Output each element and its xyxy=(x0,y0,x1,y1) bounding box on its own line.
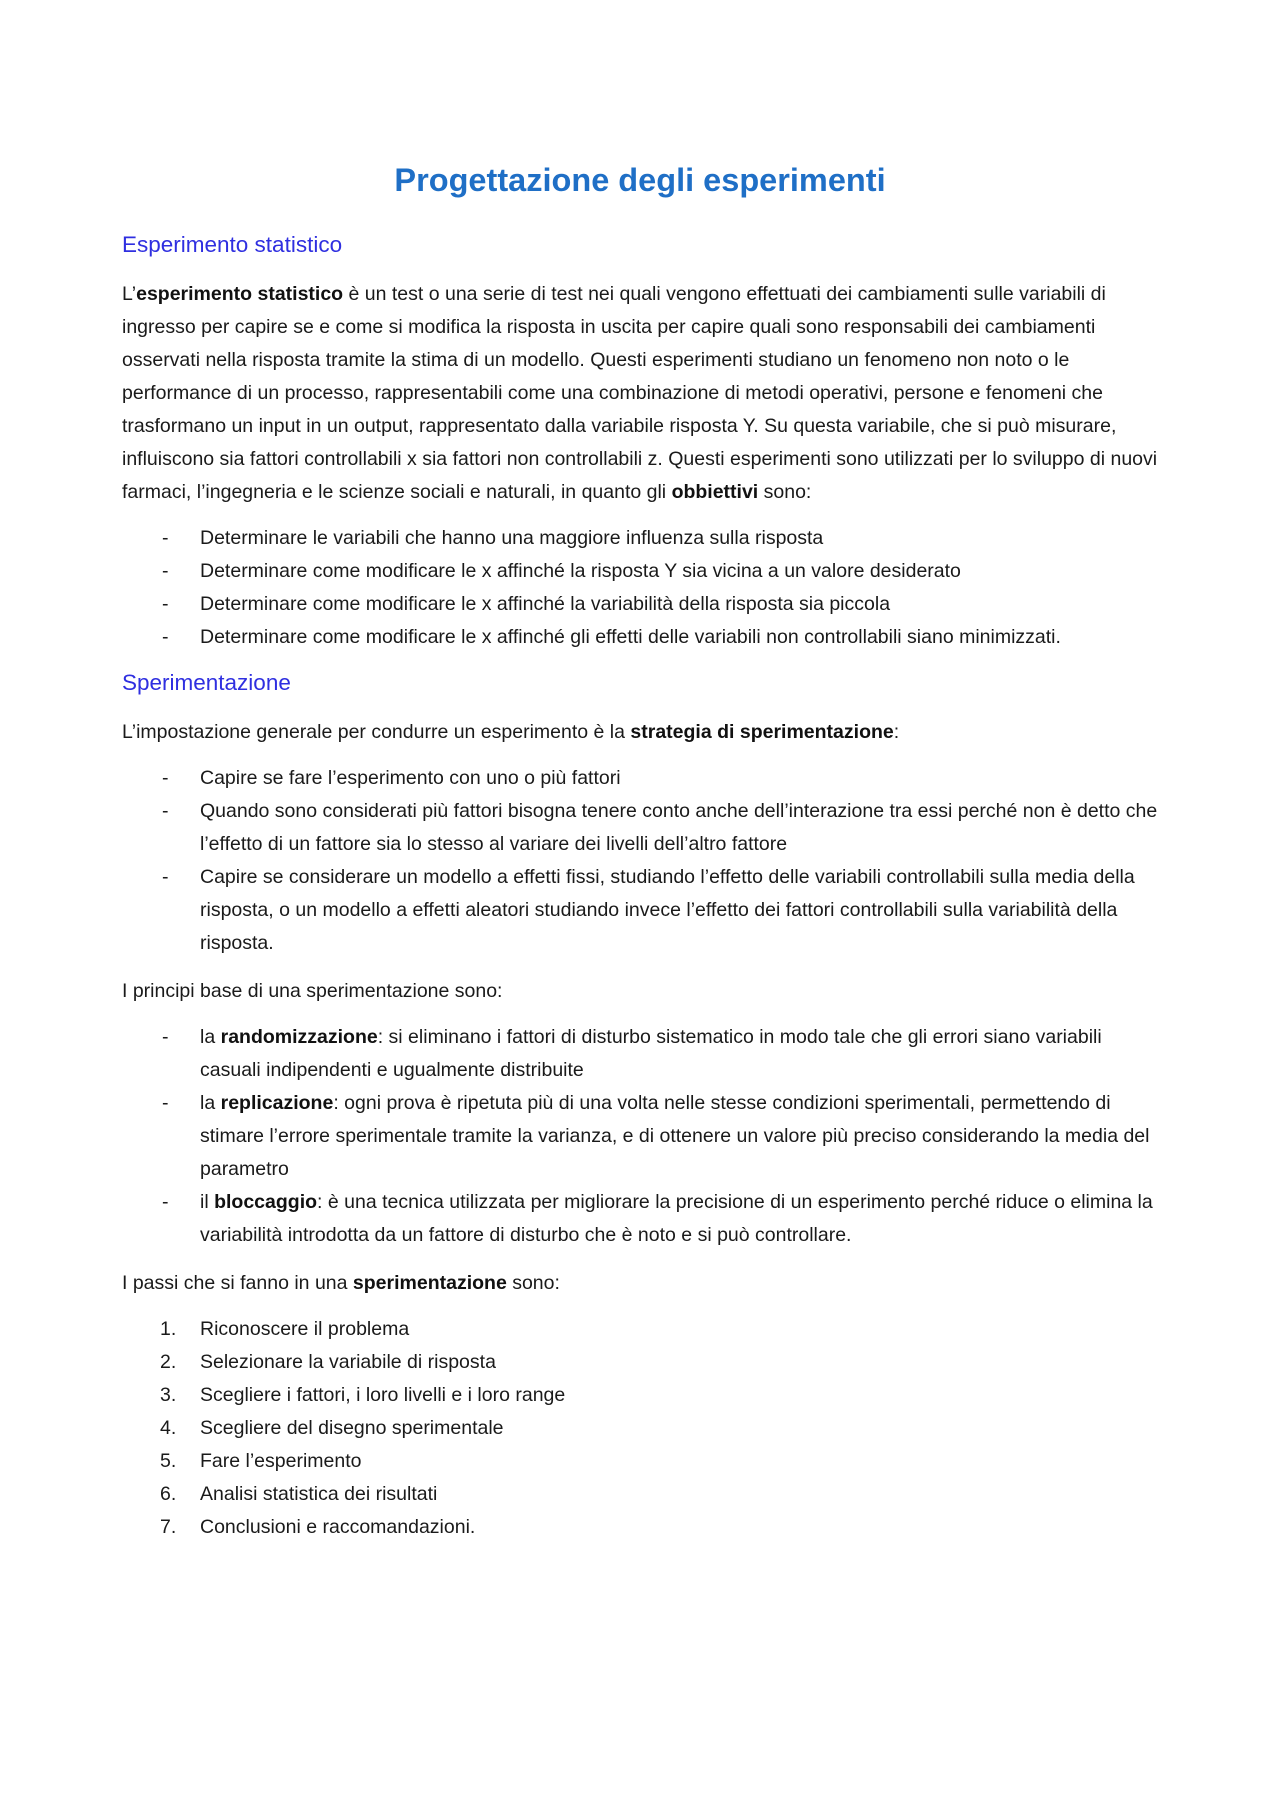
bold-term-obbiettivi: obbiettivi xyxy=(671,481,759,503)
list-number: 5. xyxy=(160,1450,177,1472)
list-item-text: Selezionare la variabile di risposta xyxy=(200,1351,496,1373)
list-item xyxy=(122,1412,1158,1445)
paragraph-principi: I principi base di una sperimentazione sono: xyxy=(122,980,503,1002)
text-run: : ogni prova è ripetuta più di una volta nelle stesse condizioni sperimentali, permettendo di stimare l’errore sperimentale tramite la varianza, e di ottenere un valore più preciso considerando la media del parametro xyxy=(200,1092,1150,1180)
list-item xyxy=(122,588,1158,621)
text-run: sono: xyxy=(758,481,812,503)
dash-bullet: - xyxy=(162,626,169,648)
list-number: 4. xyxy=(160,1417,177,1439)
list-item xyxy=(122,1511,1158,1544)
list-item xyxy=(122,1379,1158,1412)
text-run: : si eliminano i fattori di disturbo sistematico in modo tale che gli errori siano variabili casuali indipendenti e ugualmente distribuite xyxy=(200,1026,1102,1081)
list-item-text: Riconoscere il problema xyxy=(200,1318,410,1340)
dash-bullet: - xyxy=(162,767,169,789)
text-run: la xyxy=(200,1026,221,1048)
list-item-text: Capire se fare l’esperimento con uno o più fattori xyxy=(200,767,621,789)
text-run: : xyxy=(893,721,900,743)
bold-term-bloccaggio: bloccaggio xyxy=(214,1191,318,1213)
list-number: 6. xyxy=(160,1483,177,1505)
text-run: L’ xyxy=(122,283,137,305)
heading-sperimentazione: Sperimentazione xyxy=(122,670,291,695)
list-item xyxy=(122,1087,1158,1186)
paragraph-passi xyxy=(122,1267,1158,1300)
steps-list xyxy=(122,1313,1158,1544)
list-number: 7. xyxy=(160,1516,177,1538)
paragraph-esperimento-intro xyxy=(122,278,1158,509)
list-item xyxy=(122,1445,1158,1478)
dash-bullet: - xyxy=(162,1092,169,1114)
text-run: I passi che si fanno in una xyxy=(122,1272,353,1294)
bold-term-randomizzazione: randomizzazione xyxy=(220,1026,378,1048)
list-item-text: Capire se considerare un modello a effetti fissi, studiando l’effetto delle variabili controllabili sulla media della risposta, o un modello a effetti aleatori studiando invece l’effetto dei fattori controllabili sulla variabilità della risposta. xyxy=(200,866,1135,954)
list-item-text: Quando sono considerati più fattori bisogna tenere conto anche dell’interazione tra essi perché non è detto che l’effetto di un fattore sia lo stesso al variare dei livelli dell’altro fattore xyxy=(200,800,1158,855)
list-item xyxy=(122,1346,1158,1379)
list-item xyxy=(122,861,1158,960)
list-item xyxy=(122,1313,1158,1346)
list-item-text: Conclusioni e raccomandazioni. xyxy=(200,1516,476,1538)
heading-esperimento-statistico: Esperimento statistico xyxy=(122,232,343,257)
list-item-text: Determinare le variabili che hanno una maggiore influenza sulla risposta xyxy=(200,527,824,549)
bold-term-esperimento-statistico: esperimento statistico xyxy=(136,283,344,305)
list-number: 1. xyxy=(160,1318,177,1340)
bold-term-sperimentazione: sperimentazione xyxy=(352,1272,507,1294)
list-item xyxy=(122,762,1158,795)
dash-bullet: - xyxy=(162,1026,169,1048)
dash-bullet: - xyxy=(162,527,169,549)
dash-bullet: - xyxy=(162,866,169,888)
text-run: il xyxy=(200,1191,215,1213)
dash-bullet: - xyxy=(162,800,169,822)
list-item xyxy=(122,621,1158,654)
paragraph-strategia xyxy=(122,716,1158,749)
list-item xyxy=(122,522,1158,555)
text-run: : è una tecnica utilizzata per migliorare la precisione di un esperimento perché riduce o elimina la variabilità introdotta da un fattore di disturbo che è noto e si può controllare. xyxy=(200,1191,1153,1246)
list-number: 2. xyxy=(160,1351,177,1373)
list-item xyxy=(122,1186,1158,1252)
principles-list xyxy=(122,1021,1158,1252)
text-run: L’impostazione generale per condurre un esperimento è la xyxy=(122,721,631,743)
dash-bullet: - xyxy=(162,560,169,582)
objectives-list xyxy=(122,522,1158,654)
list-item-text: Analisi statistica dei risultati xyxy=(200,1483,438,1505)
dash-bullet: - xyxy=(162,593,169,615)
list-item-text: Fare l’esperimento xyxy=(200,1450,362,1472)
list-number: 3. xyxy=(160,1384,177,1406)
list-item-text: Determinare come modificare le x affinché gli effetti delle variabili non controllabili siano minimizzati. xyxy=(200,626,1061,648)
text-run: sono: xyxy=(506,1272,560,1294)
page-title: Progettazione degli esperimenti xyxy=(394,162,886,198)
list-item xyxy=(122,795,1158,861)
list-item-text: Determinare come modificare le x affinché la variabilità della risposta sia piccola xyxy=(200,593,891,615)
list-item-text: Scegliere i fattori, i loro livelli e i loro range xyxy=(200,1384,566,1406)
list-item xyxy=(122,1021,1158,1087)
bold-term-strategia: strategia di sperimentazione xyxy=(630,721,894,743)
list-item-text: Determinare come modificare le x affinché la risposta Y sia vicina a un valore desiderato xyxy=(200,560,961,582)
strategy-list xyxy=(122,762,1158,960)
text-run: è un test o una serie di test nei quali vengono effettuati dei cambiamenti sulle variabili di ingresso per capire se e come si modifica la risposta in uscita per capire quali sono responsabili dei cambiamenti osservati nella risposta tramite la stima di un modello. Questi esperimenti studiano un fenomeno non noto o le performance di un processo, rappresentabili come una combinazione di metodi operativi, persone e fenomeni che trasformano un input in un output, rappresentato dalla variabile risposta Y. Su questa variabile, che si può misurare, influiscono sia fattori controllabili x sia fattori non controllabili z. Questi esperimenti sono utilizzati per lo sviluppo di nuovi farmaci, l’ingegneria e le scienze sociali e naturali, in quanto gli xyxy=(122,283,1158,503)
text-run: la xyxy=(200,1092,221,1114)
list-item xyxy=(122,1478,1158,1511)
list-item-text: Scegliere del disegno sperimentale xyxy=(200,1417,504,1439)
list-item xyxy=(122,555,1158,588)
bold-term-replicazione: replicazione xyxy=(220,1092,334,1114)
dash-bullet: - xyxy=(162,1191,169,1213)
